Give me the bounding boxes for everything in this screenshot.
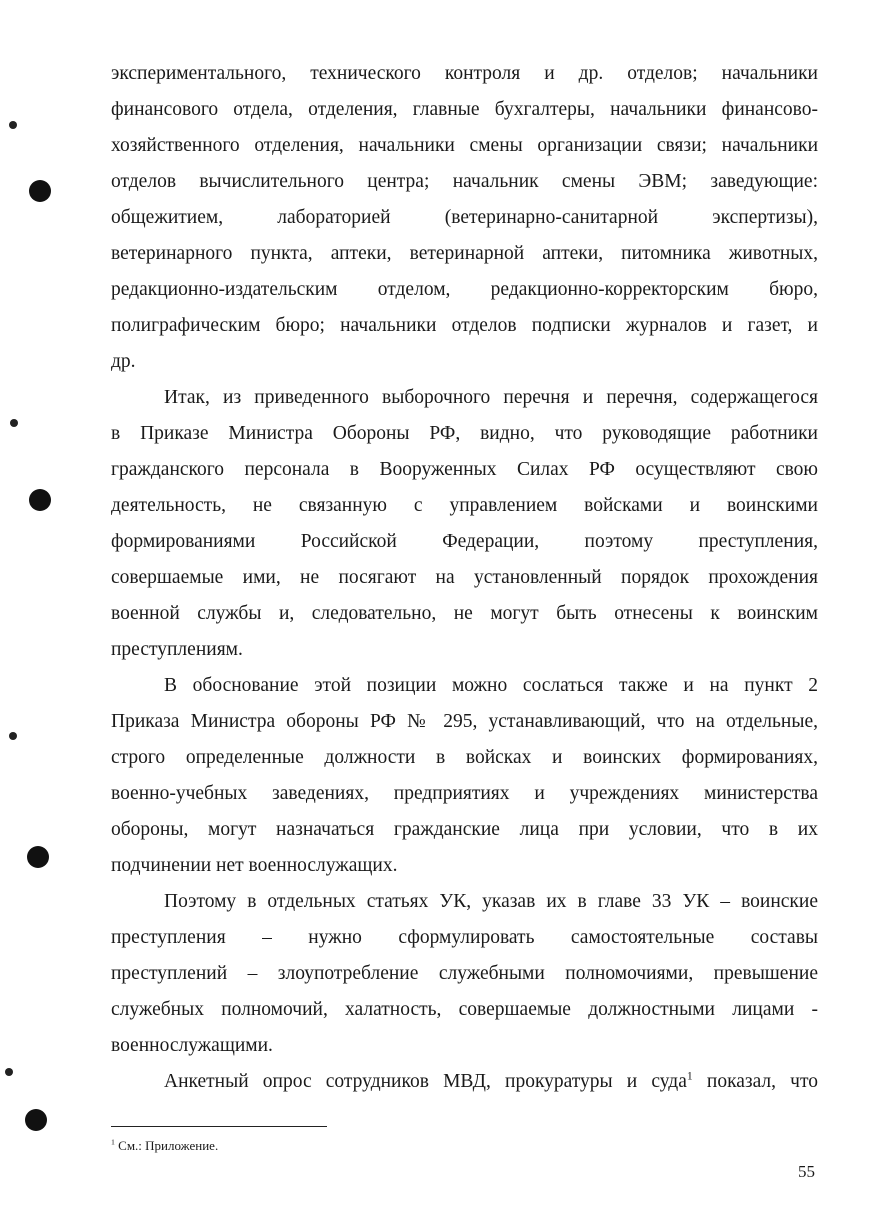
text-line: обороны, могут назначаться гражданские лица при условии, что в их — [111, 819, 818, 840]
text-line: военнослужащими. — [111, 1035, 273, 1056]
text-line: общежитием, лабораторией (ветеринарно-санитарной экспертизы), — [111, 207, 818, 228]
page-number: 55 — [798, 1162, 815, 1181]
footnote-marker: 1 — [111, 1137, 115, 1147]
text-line: редакционно-издательским отделом, редакционно-корректорским бюро, — [111, 279, 818, 300]
text-line: В обоснование этой позиции можно сослаться также и на пункт 2 — [164, 675, 818, 696]
punch-hole — [29, 489, 51, 511]
paragraph-1 — [111, 56, 818, 380]
paragraph-2 — [111, 380, 818, 668]
punch-hole — [25, 1109, 47, 1131]
text-line: в Приказе Министра Обороны РФ, видно, что руководящие работники — [111, 423, 818, 444]
body-text — [111, 56, 818, 1100]
text-line: хозяйственного отделения, начальники смены организации связи; начальники — [111, 135, 818, 156]
scan-speck — [10, 419, 18, 427]
text-fragment: показал, что — [692, 1071, 819, 1092]
text-line: ветеринарного пункта, аптеки, ветеринарной аптеки, питомника животных, — [111, 243, 818, 264]
text-line: др. — [111, 351, 136, 372]
paragraph-4 — [111, 884, 818, 1064]
text-line: военной службы и, следовательно, не могут быть отнесены к воинским — [111, 603, 818, 624]
scan-speck — [9, 121, 17, 129]
text-line: военно-учебных заведениях, предприятиях и учреждениях министерства — [111, 783, 818, 804]
footnote-text: См.: Приложение. — [114, 1138, 219, 1153]
text-line: служебных полномочий, халатность, совершаемые должностными лицами - — [111, 999, 818, 1020]
text-line: формированиями Российской Федерации, поэтому преступления, — [111, 531, 818, 552]
text-line: финансового отдела, отделения, главные бухгалтеры, начальники финансово- — [111, 99, 818, 120]
text-line: совершаемые ими, не посягают на установленный порядок прохождения — [111, 567, 818, 588]
text-line: Итак, из приведенного выборочного перечня и перечня, содержащегося — [164, 387, 818, 408]
text-fragment: Анкетный опрос сотрудников МВД, прокуратуры и суда — [164, 1071, 687, 1092]
text-line: Приказа Министра обороны РФ № 295, устанавливающий, что на отдельные, — [111, 711, 818, 732]
footnote-reference[interactable]: 1 — [686, 1069, 693, 1083]
scan-speck — [5, 1068, 13, 1076]
punch-hole — [27, 846, 49, 868]
punch-hole — [29, 180, 51, 202]
text-line: полиграфическим бюро; начальники отделов подписки журналов и газет, и — [111, 315, 818, 336]
text-line — [111, 1064, 818, 1100]
footnote — [111, 1138, 218, 1154]
text-line: гражданского персонала в Вооруженных Силах РФ осуществляют свою — [111, 459, 818, 480]
text-line: строго определенные должности в войсках и воинских формированиях, — [111, 747, 818, 768]
text-line: преступлениям. — [111, 639, 243, 660]
footnote-separator — [111, 1126, 327, 1127]
paragraph-5 — [111, 1064, 818, 1100]
text-line: отделов вычислительного центра; начальник смены ЭВМ; заведующие: — [111, 171, 818, 192]
text-line: Поэтому в отдельных статьях УК, указав их в главе 33 УК – воинские — [164, 891, 818, 912]
scan-speck — [9, 732, 17, 740]
text-line: деятельность, не связанную с управлением войсками и воинскими — [111, 495, 818, 516]
text-line: преступления – нужно сформулировать самостоятельные составы — [111, 927, 818, 948]
text-line: подчинении нет военнослужащих. — [111, 855, 398, 876]
text-line: преступлений – злоупотребление служебными полномочиями, превышение — [111, 963, 818, 984]
text-line: экспериментального, технического контроля и др. отделов; начальники — [111, 63, 818, 84]
paragraph-3 — [111, 668, 818, 884]
